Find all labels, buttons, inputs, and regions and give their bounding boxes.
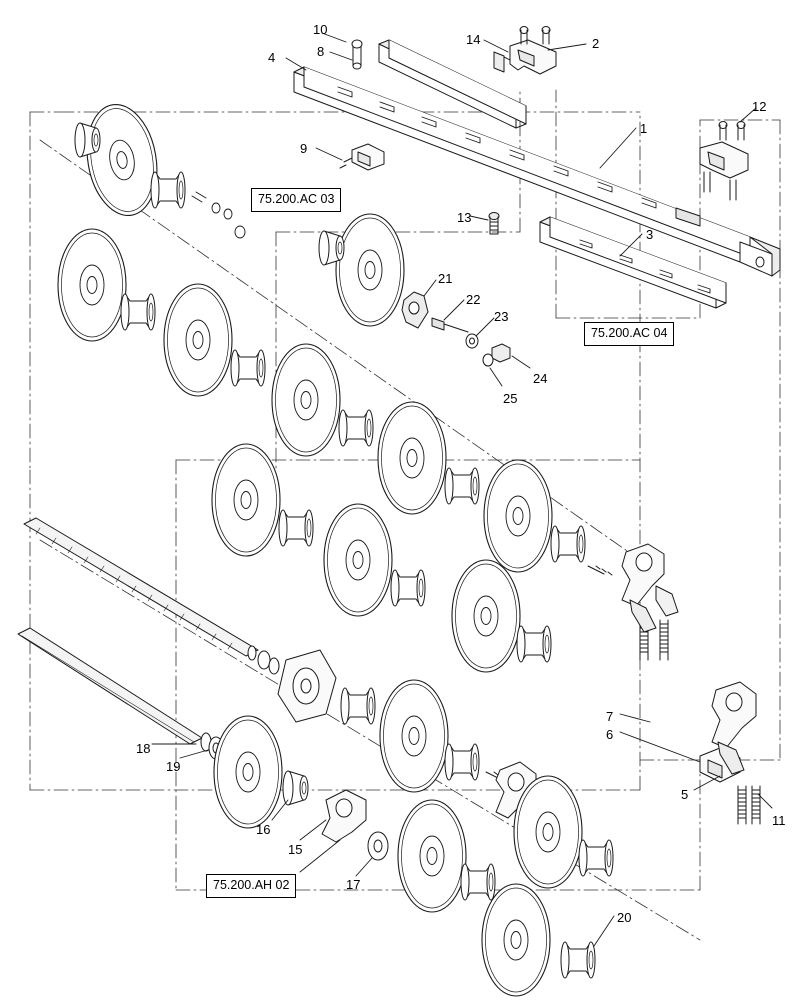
callout-3: 3 bbox=[646, 227, 654, 242]
reference-box[interactable]: 75.200.AC 04 bbox=[584, 322, 674, 346]
callout-12: 12 bbox=[752, 99, 767, 114]
callout-6: 6 bbox=[606, 727, 614, 742]
callout-10: 10 bbox=[313, 22, 328, 37]
callout-4: 4 bbox=[268, 50, 276, 65]
callout-24: 24 bbox=[533, 371, 548, 386]
callout-13: 13 bbox=[457, 210, 472, 225]
callout-7: 7 bbox=[606, 709, 614, 724]
callout-14: 14 bbox=[466, 32, 481, 47]
callout-15: 15 bbox=[288, 842, 303, 857]
callout-23: 23 bbox=[494, 309, 509, 324]
callout-20: 20 bbox=[617, 910, 632, 925]
callout-9: 9 bbox=[300, 141, 308, 156]
callout-11: 11 bbox=[772, 813, 786, 828]
reference-box[interactable]: 75.200.AH 02 bbox=[206, 874, 296, 898]
callout-25: 25 bbox=[503, 391, 518, 406]
reference-box[interactable]: 75.200.AC 03 bbox=[251, 188, 341, 212]
callout-8: 8 bbox=[317, 44, 325, 59]
callout-16: 16 bbox=[256, 822, 271, 837]
callout-22: 22 bbox=[466, 292, 481, 307]
callout-2: 2 bbox=[592, 36, 600, 51]
callout-19: 19 bbox=[166, 759, 181, 774]
callout-5: 5 bbox=[681, 787, 689, 802]
callout-21: 21 bbox=[438, 271, 453, 286]
callout-18: 18 bbox=[136, 741, 151, 756]
callout-1: 1 bbox=[640, 121, 648, 136]
callout-17: 17 bbox=[346, 877, 361, 892]
